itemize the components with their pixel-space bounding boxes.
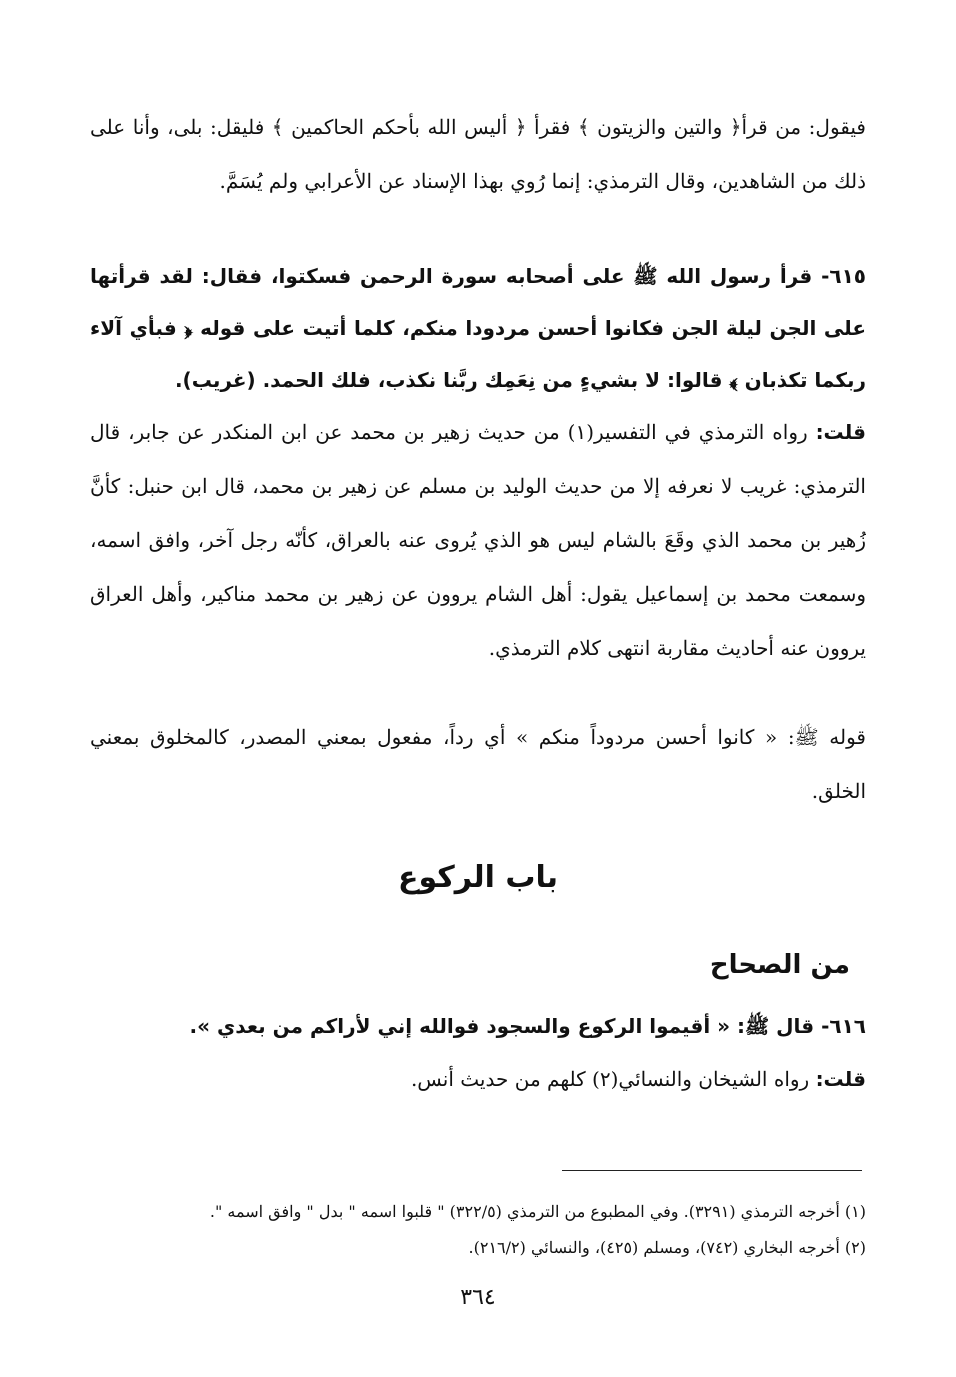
chapter-title: باب الركوع — [397, 860, 559, 895]
commentary-paragraph: فيقول: من قرأ﴿ والتين والزيتون ﴾ فقرأ ﴿ أليس الله بأحكم الحاكمين ﴾ فليقل: بلى، وأنا على ذلك من الشاهدين، وقال الترمذي: إنما رُوي بهذا الإسناد عن الأعرابي ولم يُسَمَّ. — [90, 115, 866, 193]
page-number: ٣٦٤ — [460, 1285, 496, 1310]
note-label: قلت: — [815, 1067, 866, 1091]
note-label: قلت: — [815, 420, 866, 444]
note-text: رواه الترمذي في التفسير(١) من حديث زهير بن محمد عن ابن المنكدر عن جابر، قال الترمذي: غريب لا نعرفه إلا من حديث الوليد بن مسلم عن زهير بن محمد، قال ابن حنبل: كأنَّ زُهير بن محمد الذي وقَعَ بالشام ليس هو الذي يُروى عنه بالعراق، كأنّه رجل آخر، وافق اسمه، وسمعت محمد بن إسماعيل يقول: أهل الشام يروون عن زهير بن محمد مناكير، وأهل العراق يروون عنه أحاديث مقاربة انتهى كلام الترمذي. — [90, 420, 866, 660]
footnote-divider — [562, 1170, 862, 1171]
note-text: رواه الشيخان والنسائي(٢) كلهم من حديث أنس. — [410, 1067, 810, 1091]
footnote-1: (١) أخرجه الترمذي (٣٢٩١). وفي المطبوع من الترمذي (٣٢٢/٥) " قلبوا اسمه " بدل " وافق اسمه ". — [209, 1202, 866, 1221]
section-title: من الصحاح — [709, 950, 850, 980]
note-616 — [90, 1052, 866, 1106]
commentary-paragraph-2: قوله ﷺ: « كانوا أحسن مردوداً منكم » أي رداً، مفعول بمعني المصدر، كالمخلوق بمعني الخلق. — [90, 725, 866, 803]
note-615 — [90, 405, 866, 675]
hadith-616: ٦١٦- قال ﷺ: « أقيموا الركوع والسجود فوالله إني لأراكم من بعدي ». — [189, 1014, 866, 1038]
footnote-2: (٢) أخرجه البخاري (٧٤٢)، ومسلم (٤٢٥)، والنسائي (٢١٦/٢). — [468, 1238, 866, 1257]
hadith-615: ٦١٥- قرأ رسول الله ﷺ على أصحابه سورة الرحمن فسكتوا، فقال: لقد قرأتها على الجن ليلة الجن فكانوا أحسن مردودا منكم، كلما أتيت على قوله ﴿ فبأي آلاء ربكما تكذبان ﴾ قالوا: لا بشيءٍ من نِعَمِك ربَّنا نكذب، فلك الحمد. (غريب). — [90, 264, 866, 392]
